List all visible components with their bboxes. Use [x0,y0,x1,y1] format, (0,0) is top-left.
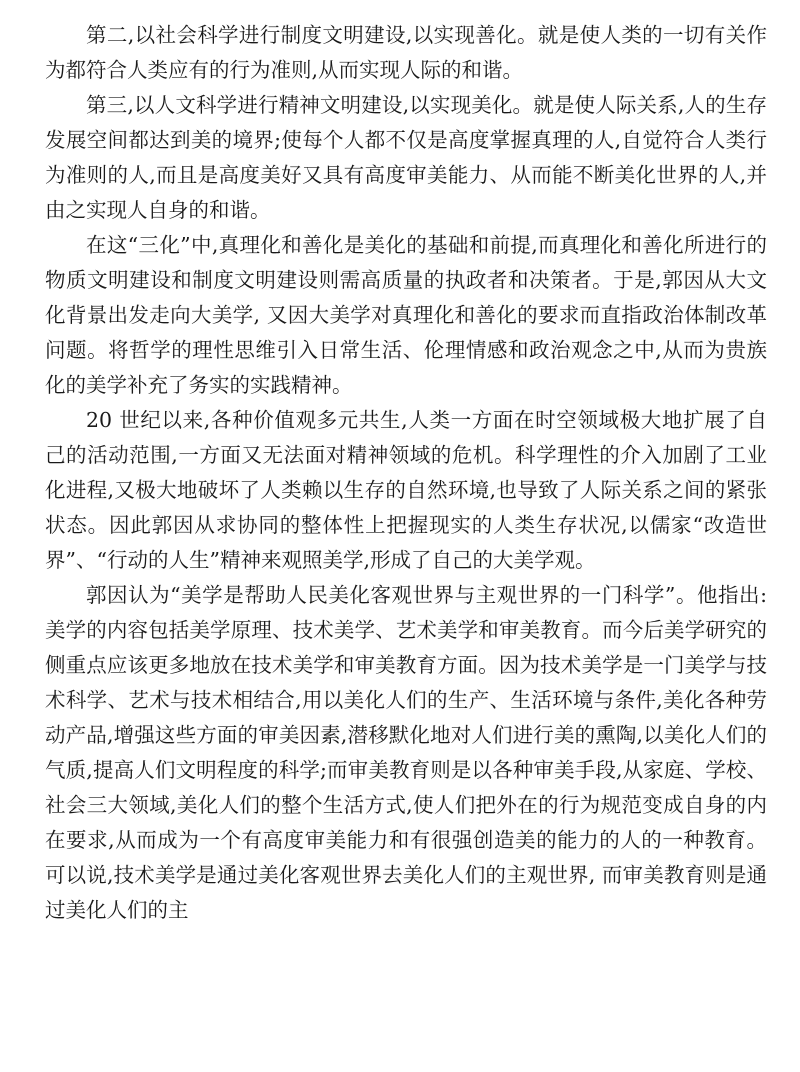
paragraph-1: 第二,以社会科学进行制度文明建设,以实现善化。就是使人类的一切有关作为都符合人类应有的行为准则,从而实现人际的和谐。 [45,23,767,82]
paragraph-4: 20 世纪以来,各种价值观多元共生,人类一方面在时空领域极大地扩展了自己的活动范围,一方面又无法面对精神领域的危机。科学理性的介入加剧了工业化进程,又极大地破坏了人类赖以生存的自然环境,也导致了人际关系之间的紧张状态。因此郭因从求协同的整体性上把握现实的人类生存状况,以儒家“改造世界”、“行动的人生”精神来观照美学,形成了自己的大美学观。 [45,408,767,572]
paragraph-3: 在这“三化”中,真理化和善化是美化的基础和前提,而真理化和善化所进行的物质文明建设和制度文明建设则需高质量的执政者和决策者。于是,郭因从大文化背景出发走向大美学, 又因大美学对真理化和善化的要求而直指政治体制改革问题。将哲学的理性思维引入日常生活、伦理情感和政治观念之中,从而为贵族化的美学补充了务实的实践精神。 [45,233,767,397]
document-page [45,0,767,1072]
paragraph-2: 第三,以人文科学进行精神文明建设,以实现美化。就是使人际关系,人的生存发展空间都达到美的境界;使每个人都不仅是高度掌握真理的人,自觉符合人类行为准则的人,而且是高度美好又具有高度审美能力、从而能不断美化世界的人,并由之实现人自身的和谐。 [45,93,767,222]
paragraph-5: 郭因认为“美学是帮助人民美化客观世界与主观世界的一门科学”。他指出:美学的内容包括美学原理、技术美学、艺术美学和审美教育。而今后美学研究的侧重点应该更多地放在技术美学和审美教育方面。因为技术美学是一门美学与技术科学、艺术与技术相结合,用以美化人们的生产、生活环境与条件,美化各种劳动产品,增强这些方面的审美因素,潜移默化地对人们进行美的熏陶,以美化人们的气质,提高人们文明程度的科学;而审美教育则是以各种审美手段,从家庭、学校、社会三大领域,美化人们的整个生活方式,使人们把外在的行为规范变成自身的内在要求,从而成为一个有高度审美能力和有很强创造美的能力的人的一种教育。可以说,技术美学是通过美化客观世界去美化人们的主观世界, 而审美教育则是通过美化人们的主 [45,583,767,922]
